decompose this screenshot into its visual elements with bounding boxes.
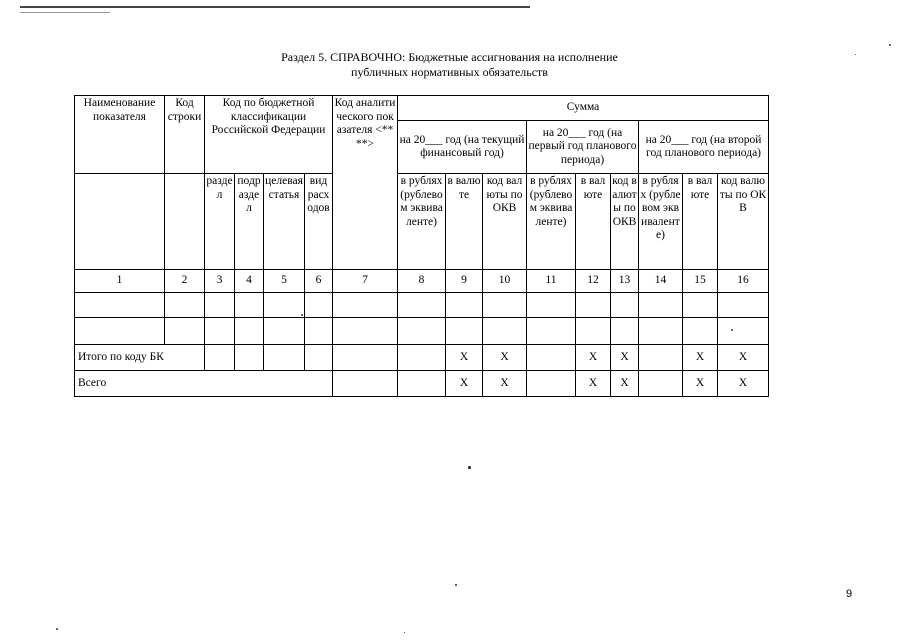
currency-header-first: в валюте <box>576 174 611 270</box>
x-mark: X <box>483 345 527 371</box>
column-number: 2 <box>165 270 205 293</box>
column-number: 1 <box>75 270 165 293</box>
x-mark: X <box>576 371 611 397</box>
column-number: 8 <box>398 270 446 293</box>
column-number: 9 <box>446 270 483 293</box>
razdel-header: раздел <box>205 174 235 270</box>
total-row <box>75 371 769 397</box>
scan-speck <box>56 628 58 630</box>
column-number: 7 <box>333 270 398 293</box>
expense-type-header: вид расходов <box>305 174 333 270</box>
x-mark: X <box>683 345 718 371</box>
col-sum-header: Сумма <box>398 96 769 121</box>
x-mark: X <box>718 371 769 397</box>
total-label: Всего <box>75 371 333 397</box>
column-number: 16 <box>718 270 769 293</box>
column-number-row <box>75 270 769 293</box>
currency-code-header-second: код валюты по ОКВ <box>718 174 769 270</box>
section-title <box>0 50 899 80</box>
page-number: 9 <box>846 588 853 600</box>
x-mark: X <box>576 345 611 371</box>
subtotal-row <box>75 345 769 371</box>
column-number: 13 <box>611 270 639 293</box>
obligations-table <box>74 95 769 397</box>
empty-cell <box>75 174 165 270</box>
scan-artifact-line <box>20 12 110 13</box>
empty-cell <box>165 174 205 270</box>
period-second-header: на 20___ год (на второй год планового периода) <box>639 121 769 174</box>
target-header: целевая статья <box>264 174 305 270</box>
column-number: 14 <box>639 270 683 293</box>
subtotal-label: Итого по коду БК <box>75 345 205 371</box>
header-row-1 <box>75 96 769 121</box>
scan-speck <box>468 466 471 469</box>
currency-code-header-current: код валюты по ОКВ <box>483 174 527 270</box>
column-number: 10 <box>483 270 527 293</box>
column-number: 5 <box>264 270 305 293</box>
column-number: 6 <box>305 270 333 293</box>
currency-header-second: в валюте <box>683 174 718 270</box>
currency-header-current: в валюте <box>446 174 483 270</box>
x-mark: X <box>611 371 639 397</box>
rub-header-current: в рублях (рублевом эквиваленте) <box>398 174 446 270</box>
column-number: 4 <box>235 270 264 293</box>
scan-speck <box>301 314 303 316</box>
scan-speck <box>455 584 457 586</box>
x-mark: X <box>446 345 483 371</box>
scan-speck <box>731 329 733 331</box>
column-number: 12 <box>576 270 611 293</box>
rub-header-first: в рублях (рублевом эквиваленте) <box>527 174 576 270</box>
section-title-line-1: Раздел 5. СПРАВОЧНО: Бюджетные ассигнования на исполнение <box>281 50 618 64</box>
section-title-line-2: публичных нормативных обязательств <box>351 65 548 79</box>
x-mark: X <box>483 371 527 397</box>
period-current-header: на 20___ год (на текущий финансовый год) <box>398 121 527 174</box>
x-mark: X <box>683 371 718 397</box>
x-mark: X <box>446 371 483 397</box>
podrazdel-header: подраздел <box>235 174 264 270</box>
col-name-header: Наименование показателя <box>75 96 165 174</box>
header-row-3 <box>75 174 769 270</box>
column-number: 15 <box>683 270 718 293</box>
scan-speck <box>404 632 405 633</box>
rub-header-second: в рублях (рублевом эквиваленте) <box>639 174 683 270</box>
scan-artifact-line <box>20 6 530 8</box>
column-number: 3 <box>205 270 235 293</box>
col-budget-class-header: Код по бюджетной классификации Российской Федерации <box>205 96 333 174</box>
scan-speck <box>889 44 891 46</box>
x-mark: X <box>611 345 639 371</box>
period-first-header: на 20___ год (на первый год планового периода) <box>527 121 639 174</box>
currency-code-header-first: код валюты по ОКВ <box>611 174 639 270</box>
col-line-code-header: Код строки <box>165 96 205 174</box>
col-analytic-code-header: Код аналитического показателя <****> <box>333 96 398 270</box>
empty-data-row <box>75 318 769 345</box>
scan-speck <box>855 54 856 55</box>
empty-data-row <box>75 293 769 318</box>
x-mark: X <box>718 345 769 371</box>
column-number: 11 <box>527 270 576 293</box>
